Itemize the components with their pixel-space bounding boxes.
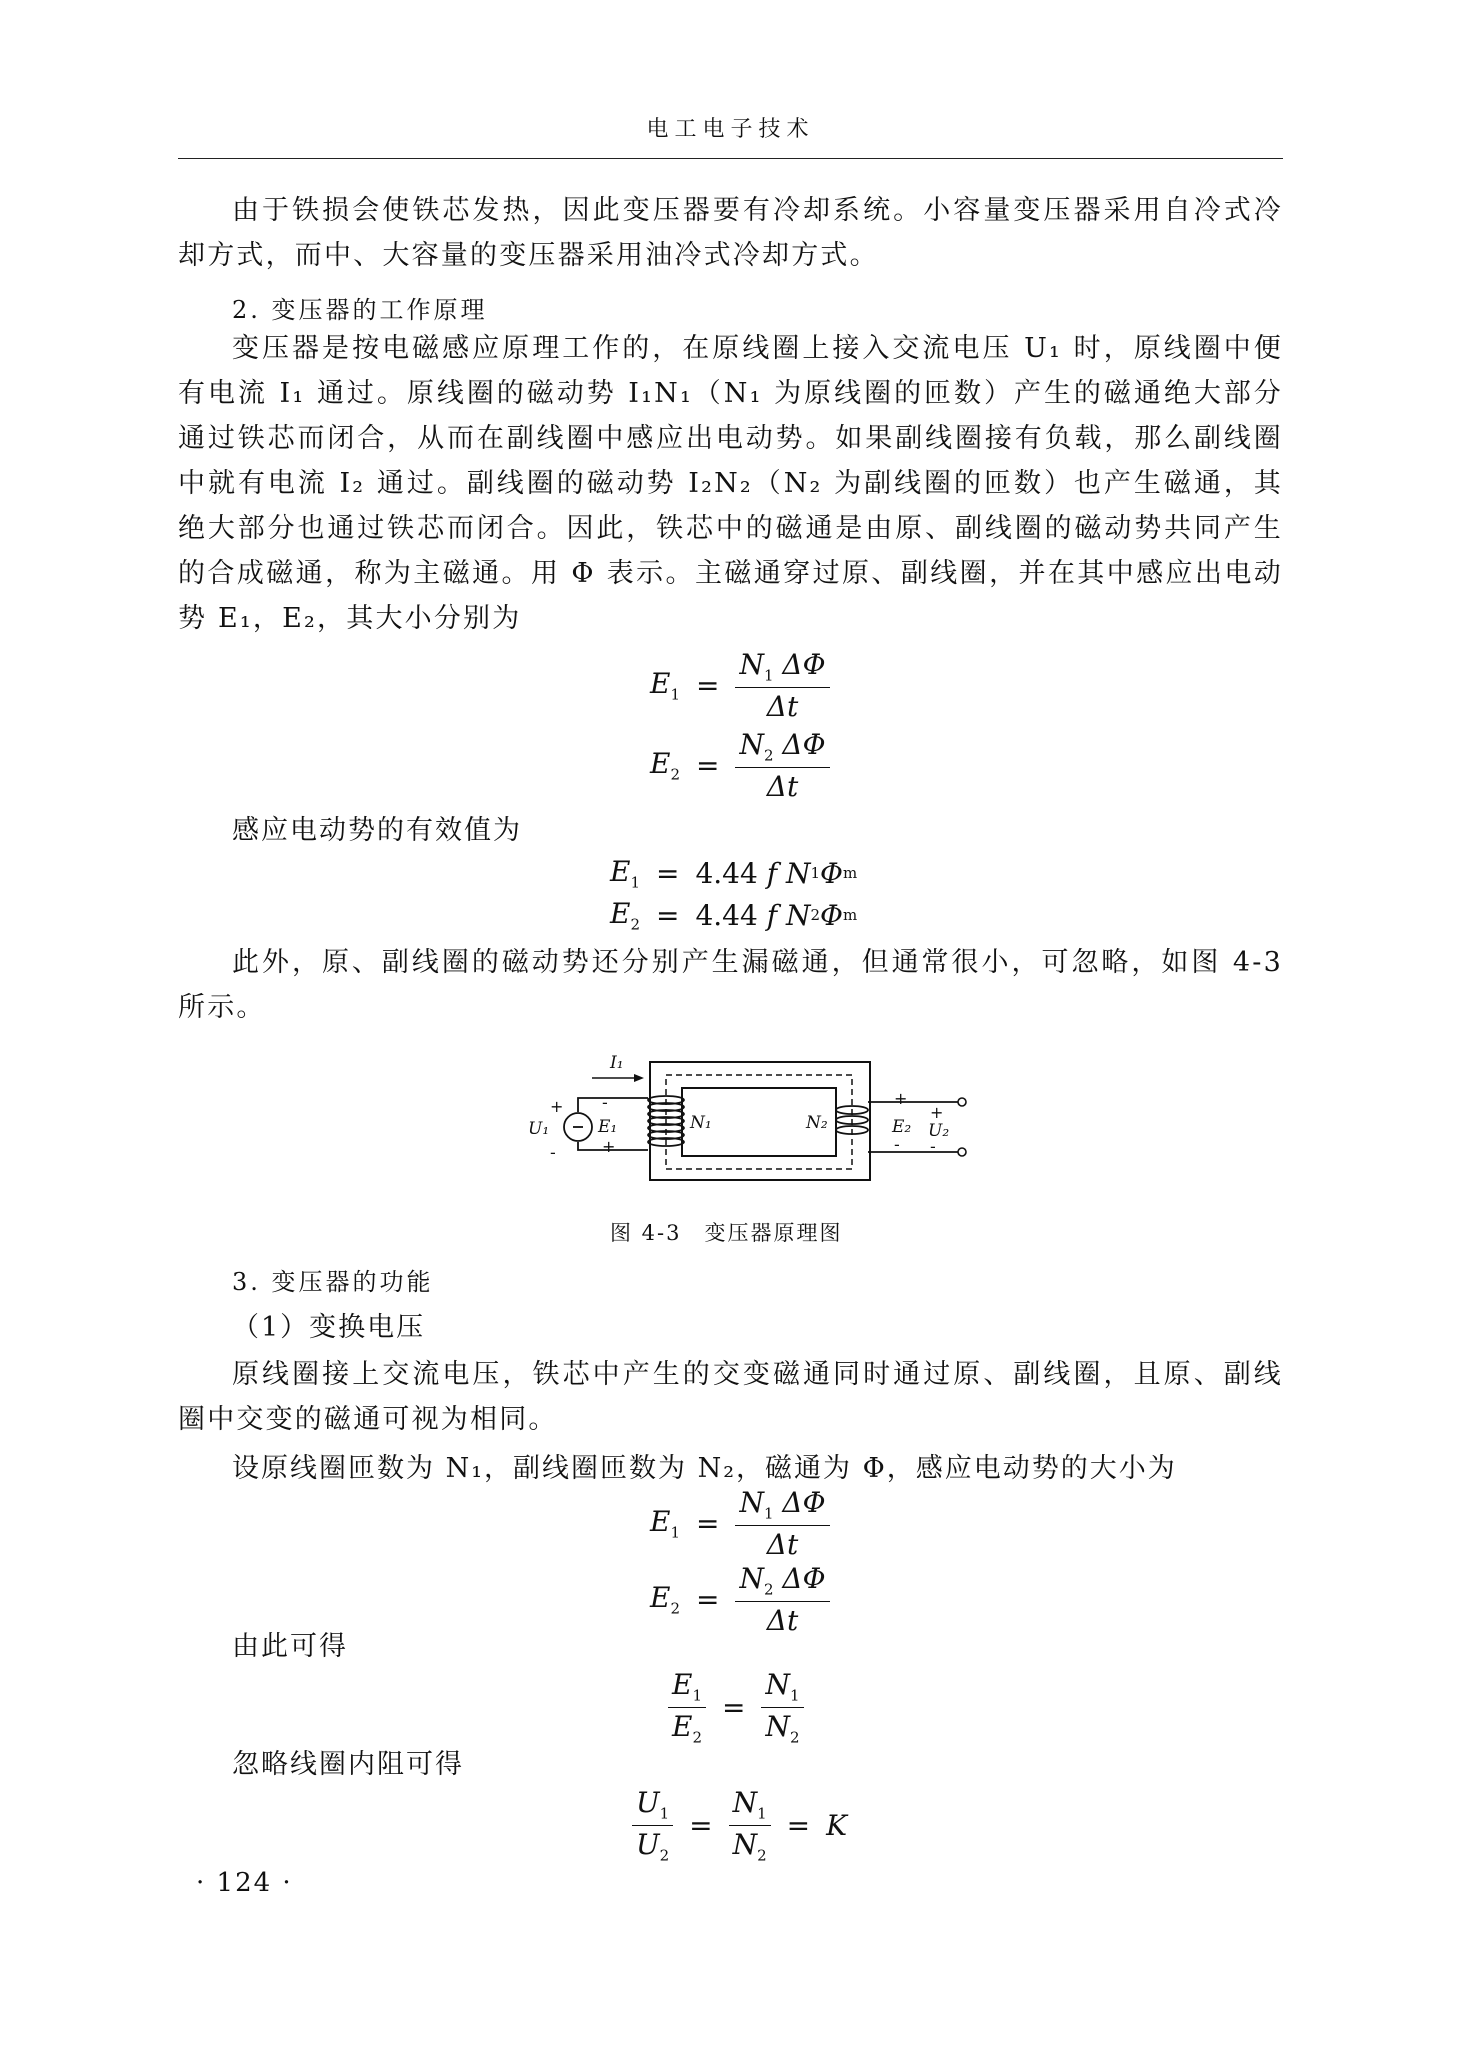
section-heading-principle: 2. 变压器的工作原理 xyxy=(232,296,488,324)
sign-e1-plus: + xyxy=(602,1137,616,1156)
transformer-diagram xyxy=(510,1040,980,1190)
text-ignore-resistance: 忽略线圈内阻可得 xyxy=(232,1749,464,1780)
sign-e2-minus: - xyxy=(894,1135,900,1154)
equation-voltage-ratio: $\frac{U_1}{U_2}$ = $\frac{N_1}{N_2}$ = K xyxy=(632,1786,847,1864)
sign-e2-plus: + xyxy=(894,1089,908,1108)
paragraph-voltage: 原线圈接上交流电压，铁芯中产生的交变磁通同时通过原、副线圈，且原、副线圈中交变的磁通可视为相同。 xyxy=(178,1359,1283,1435)
equation-e2-rms: $E_2$ = 4.44 f N 2 Φ m xyxy=(610,897,858,934)
text-hence: 由此可得 xyxy=(232,1631,348,1662)
header-rule xyxy=(178,158,1283,159)
sign-u2-plus: + xyxy=(930,1103,944,1122)
page-number: · 124 · xyxy=(196,1868,293,1898)
paragraph-leakage: 此外，原、副线圈的磁动势还分别产生漏磁通，但通常很小，可忽略，如图 4-3 所示。 xyxy=(178,947,1283,1023)
label-n2: N₂ xyxy=(806,1113,828,1133)
terminal-top xyxy=(958,1098,966,1106)
equation-e1-flux-2: $E_1$ = $\frac{N_1 \Delta\Phi}{\Delta t}$ xyxy=(650,1486,830,1561)
section-heading-function: 3. 变压器的功能 xyxy=(232,1268,434,1296)
terminal-bottom xyxy=(958,1148,966,1156)
equation-e2-flux-2: $E_2$ = $\frac{N_2 \Delta\Phi}{\Delta t}$ xyxy=(650,1562,830,1637)
label-n1: N₁ xyxy=(690,1113,712,1133)
sign-e1-minus: - xyxy=(602,1093,608,1112)
text-set-turns: 设原线圈匝数为 N₁，副线圈匝数为 N₂，磁通为 Φ，感应电动势的大小为 xyxy=(232,1453,1177,1484)
sign-u2-minus: - xyxy=(930,1137,936,1156)
label-u1: U₁ xyxy=(528,1119,550,1139)
equation-emf-ratio: $\frac{E_1}{E_2}$ = $\frac{N_1}{N_2}$ xyxy=(668,1668,804,1746)
sign-u1-minus: - xyxy=(550,1143,556,1162)
equation-e1-flux: $E_1$ = $\frac{N_1 \Delta\Phi}{\Delta t}$ xyxy=(650,648,830,723)
equation-e2-flux: $E_2$ = $\frac{N_2 \Delta\Phi}{\Delta t}$ xyxy=(650,728,830,803)
text-rms: 感应电动势的有效值为 xyxy=(232,815,522,846)
sign-u1-plus: + xyxy=(550,1097,564,1116)
running-header: 电工电子技术 xyxy=(646,117,815,142)
label-e2: E₂ xyxy=(892,1117,912,1137)
paragraph-cooling: 由于铁损会使铁芯发热，因此变压器要有冷却系统。小容量变压器采用自冷式冷却方式，而中、大容量的变压器采用油冷式冷却方式。 xyxy=(178,195,1283,271)
label-e1: E₁ xyxy=(598,1117,618,1137)
label-u2: U₂ xyxy=(928,1121,950,1141)
label-i1: I₁ xyxy=(610,1053,624,1073)
subheading-voltage: （1）变换电压 xyxy=(232,1312,426,1343)
equation-e1-rms: $E_1$ = 4.44 f N 1 Φ m xyxy=(610,855,858,892)
paragraph-principle: 变压器是按电磁感应原理工作的，在原线圈上接入交流电压 U₁ 时，原线圈中便有电流 I₁ 通过。原线圈的磁动势 I₁N₁（N₁ 为原线圈的匝数）产生的磁通绝大部分通过铁芯而闭合，从而在副线圈中感应出电动势。如果副线圈接有负载，那么副线圈中就有电流 I₂ 通过。副线圈的磁动势 I₂N₂（N₂ 为副线圈的匝数）也产生磁通，其绝大部分也通过铁芯而闭合。因此，铁芯中的磁通是由原、副线圈的磁动势共同产生的合成磁通，称为主磁通。用 Φ 表示。主磁通穿过原、副线圈，并在其中感应出电动势 E₁，E₂，其大小分别为 xyxy=(178,333,1283,634)
figure-caption: 图 4-3 变压器原理图 xyxy=(610,1221,843,1245)
